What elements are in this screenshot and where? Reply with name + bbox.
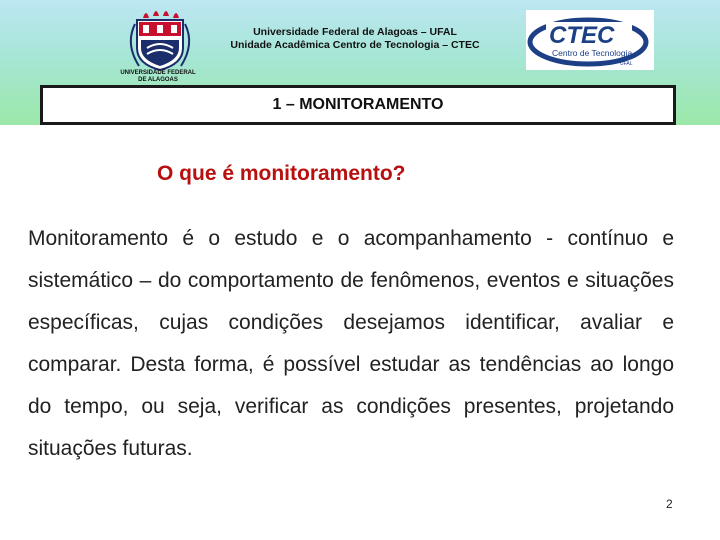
ctec-logo-text: CTEC	[549, 22, 615, 49]
question-heading: O que é monitoramento?	[157, 162, 406, 185]
ctec-logo-small: UFAL	[620, 61, 633, 67]
page-number: 2	[666, 497, 673, 511]
body-paragraph: Monitoramento é o estudo e o acompanhamento - contínuo e sistemático – do comportamento de fenômenos, eventos e situações específicas, cujas condições desejamos identificar, avaliar e comparar. Desta forma, é possível estudar as tendências ao longo do tempo, ou seja, verificar as condições presentes, projetando situações futuras.	[28, 227, 674, 460]
institution-header	[190, 26, 520, 52]
ctec-logo-icon	[526, 10, 654, 70]
institution-line2: Unidade Acadêmica Centro de Tecnologia – CTEC	[230, 39, 480, 51]
section-title: 1 – MONITORAMENTO	[272, 96, 444, 113]
ctec-logo-subtext: Centro de Tecnologia	[552, 48, 633, 58]
ufal-caption-line2: DE ALAGOAS	[138, 77, 178, 83]
institution-line1: Universidade Federal de Alagoas – UFAL	[253, 26, 457, 38]
ufal-caption-line1: UNIVERSIDADE FEDERAL	[120, 70, 196, 76]
ufal-logo-caption	[108, 70, 208, 84]
section-title-box	[40, 85, 676, 125]
